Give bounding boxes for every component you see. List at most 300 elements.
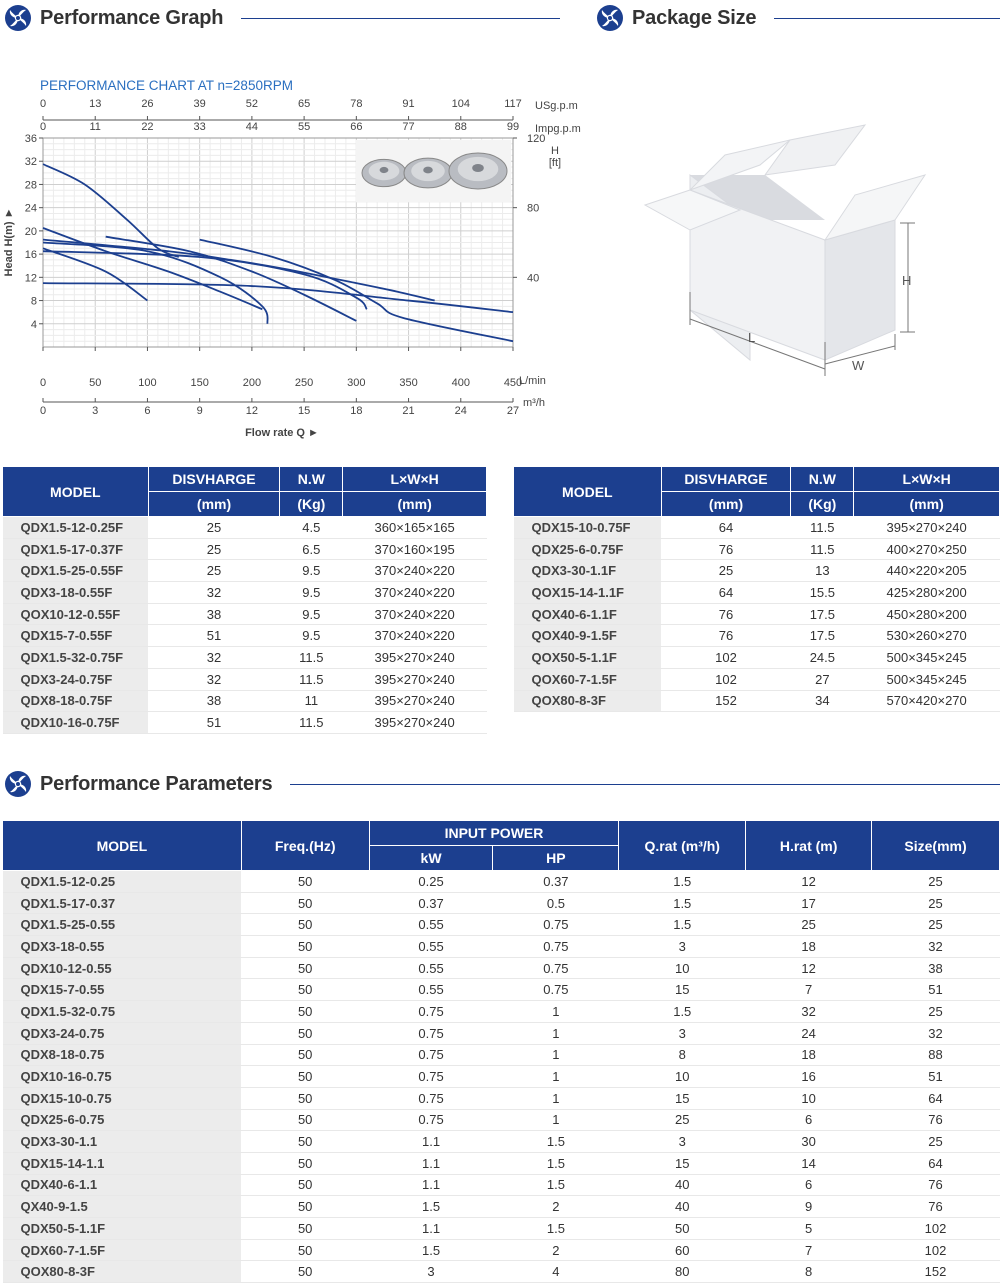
model-cell: QDX25-6-0.75 <box>3 1109 242 1131</box>
table-row <box>514 582 1000 604</box>
value-cell: 50 <box>241 1218 369 1240</box>
value-cell: 370×160×195 <box>343 538 487 560</box>
brand-fan-logo-icon <box>4 770 32 798</box>
header-discharge-unit: (mm) <box>661 492 791 517</box>
table-row <box>3 1152 1000 1174</box>
value-cell: 50 <box>241 1196 369 1218</box>
value-cell: 15 <box>619 979 746 1001</box>
right-unit-h: H <box>551 145 559 157</box>
package-table-left <box>2 466 487 734</box>
value-cell: 1.5 <box>619 914 746 936</box>
header-freq: Freq.(Hz) <box>241 821 369 871</box>
model-cell: QOX50-5-1.1F <box>514 647 662 669</box>
value-cell: 32 <box>872 1022 1000 1044</box>
value-cell: 102 <box>872 1218 1000 1240</box>
value-cell: 440×220×205 <box>854 560 1000 582</box>
value-cell: 400×270×250 <box>854 538 1000 560</box>
y-tick-label: 20 <box>24 225 37 238</box>
model-cell: QDX10-16-0.75 <box>3 1066 242 1088</box>
value-cell: 395×270×240 <box>854 517 1000 539</box>
table-row <box>3 1131 1000 1153</box>
m3h-tick-label: 21 <box>402 405 415 417</box>
header-model: MODEL <box>514 467 662 517</box>
table-row <box>3 1196 1000 1218</box>
value-cell: 51 <box>148 712 280 734</box>
section-title: Package Size <box>632 6 757 29</box>
value-cell: 40 <box>619 1174 746 1196</box>
model-cell: QDX10-12-0.55 <box>3 957 242 979</box>
impgpm-tick-label: 66 <box>350 121 363 133</box>
table-row <box>3 871 1000 893</box>
impeller-hub <box>472 164 484 172</box>
m3h-tick-label: 24 <box>454 405 467 417</box>
value-cell: 15.5 <box>791 582 854 604</box>
table-row <box>3 690 487 712</box>
model-cell: QDX15-7-0.55 <box>3 979 242 1001</box>
value-cell: 76 <box>872 1196 1000 1218</box>
value-cell: 25 <box>872 1001 1000 1023</box>
model-cell: QOX60-7-1.5F <box>514 668 662 690</box>
box-flap-rear <box>765 125 865 175</box>
value-cell: 60 <box>619 1239 746 1261</box>
model-cell: QDX1.5-12-0.25 <box>3 871 242 893</box>
header-nw: N.W <box>280 467 343 492</box>
value-cell: 18 <box>746 1044 872 1066</box>
usgpm-tick-label: 91 <box>402 98 415 110</box>
value-cell: 50 <box>241 1152 369 1174</box>
table-row <box>514 668 1000 690</box>
value-cell: 24 <box>746 1022 872 1044</box>
value-cell: 40 <box>619 1196 746 1218</box>
impgpm-tick-label: 44 <box>245 121 259 133</box>
value-cell: 102 <box>872 1239 1000 1261</box>
table-row <box>3 668 487 690</box>
value-cell: 76 <box>661 603 791 625</box>
model-cell: QOX10-12-0.55F <box>3 603 149 625</box>
value-cell: 24.5 <box>791 647 854 669</box>
section-divider <box>774 18 1000 19</box>
table-row <box>514 517 1000 539</box>
value-cell: 500×345×245 <box>854 668 1000 690</box>
value-cell: 1 <box>493 1044 619 1066</box>
value-cell: 102 <box>661 647 791 669</box>
model-cell: QDX25-6-0.75F <box>514 538 662 560</box>
value-cell: 370×240×220 <box>343 603 487 625</box>
header-discharge-unit: (mm) <box>148 492 280 517</box>
value-cell: 18 <box>746 936 872 958</box>
value-cell: 50 <box>241 1044 369 1066</box>
table-row <box>3 979 1000 1001</box>
value-cell: 6.5 <box>280 538 343 560</box>
table-row <box>514 625 1000 647</box>
value-cell: 1.5 <box>493 1152 619 1174</box>
table-row <box>3 560 487 582</box>
x-tick-label: 300 <box>347 377 366 389</box>
impgpm-tick-label: 0 <box>39 121 47 133</box>
table-row <box>3 1044 1000 1066</box>
value-cell: 25 <box>148 560 280 582</box>
y-tick-label: 4 <box>30 318 37 331</box>
value-cell: 425×280×200 <box>854 582 1000 604</box>
value-cell: 64 <box>661 582 791 604</box>
section-header-package-size <box>596 0 1000 36</box>
impgpm-unit-label: Impg.p.m <box>535 123 581 135</box>
usgpm-tick-label: 104 <box>451 98 470 110</box>
value-cell: 450×280×200 <box>854 603 1000 625</box>
value-cell: 0.75 <box>369 1044 493 1066</box>
value-cell: 0.75 <box>493 957 619 979</box>
value-cell: 27 <box>791 668 854 690</box>
table-row <box>3 1001 1000 1023</box>
value-cell: 0.55 <box>369 957 493 979</box>
table-row <box>3 1066 1000 1088</box>
box-side-face <box>825 220 895 360</box>
table-row <box>3 582 487 604</box>
value-cell: 11.5 <box>791 517 854 539</box>
header-nw-unit: (Kg) <box>791 492 854 517</box>
header-hp: HP <box>493 846 619 871</box>
table-row <box>3 1022 1000 1044</box>
value-cell: 3 <box>619 1131 746 1153</box>
dimension-w-label: W <box>852 358 865 373</box>
value-cell: 6 <box>746 1109 872 1131</box>
value-cell: 0.75 <box>369 1066 493 1088</box>
model-cell: QDX3-18-0.55F <box>3 582 149 604</box>
ft-tick-label: 80 <box>527 202 540 215</box>
impgpm-tick-label: 33 <box>193 121 206 133</box>
value-cell: 7 <box>746 979 872 1001</box>
impgpm-tick-label: 88 <box>454 121 467 133</box>
m3h-tick-label: 6 <box>144 405 151 417</box>
value-cell: 8 <box>619 1044 746 1066</box>
section-divider <box>290 784 1000 785</box>
table-row <box>3 1087 1000 1109</box>
usgpm-tick-label: 78 <box>350 98 363 110</box>
value-cell: 76 <box>872 1174 1000 1196</box>
value-cell: 0.75 <box>369 1087 493 1109</box>
value-cell: 570×420×270 <box>854 690 1000 712</box>
value-cell: 15 <box>619 1152 746 1174</box>
right-unit-ft: [ft] <box>548 157 562 169</box>
package-box-diagram <box>630 120 910 390</box>
value-cell: 10 <box>619 957 746 979</box>
value-cell: 370×240×220 <box>343 560 487 582</box>
value-cell: 9.5 <box>280 603 343 625</box>
impeller-hub <box>423 167 433 174</box>
value-cell: 1.5 <box>369 1239 493 1261</box>
header-hrat: H.rat (m) <box>746 821 872 871</box>
value-cell: 2 <box>493 1196 619 1218</box>
value-cell: 13 <box>791 560 854 582</box>
value-cell: 0.75 <box>493 914 619 936</box>
header-qrat: Q.rat (m³/h) <box>619 821 746 871</box>
model-cell: QDX1.5-17-0.37 <box>3 892 242 914</box>
usgpm-unit-label: USg.p.m <box>535 100 578 112</box>
value-cell: 0.5 <box>493 892 619 914</box>
value-cell: 50 <box>619 1218 746 1240</box>
table-row <box>514 538 1000 560</box>
m3h-tick-label: 3 <box>92 405 99 417</box>
header-nw-unit: (Kg) <box>280 492 343 517</box>
value-cell: 10 <box>619 1066 746 1088</box>
value-cell: 76 <box>872 1109 1000 1131</box>
value-cell: 32 <box>872 936 1000 958</box>
curve-qdx15-7 <box>43 283 513 312</box>
table-row <box>3 936 1000 958</box>
y-tick-label: 24 <box>24 202 37 215</box>
model-cell: QDX3-24-0.75 <box>3 1022 242 1044</box>
value-cell: 530×260×270 <box>854 625 1000 647</box>
table-row <box>3 1261 1000 1283</box>
table-row <box>3 1239 1000 1261</box>
value-cell: 1.5 <box>619 871 746 893</box>
x-tick-label: 450 <box>503 377 523 389</box>
value-cell: 25 <box>661 560 791 582</box>
header-lwh: L×W×H <box>854 467 1000 492</box>
y-tick-label: 32 <box>24 156 37 169</box>
model-cell: QDX1.5-25-0.55F <box>3 560 149 582</box>
value-cell: 25 <box>746 914 872 936</box>
value-cell: 11.5 <box>280 647 343 669</box>
chart-title: PERFORMANCE CHART AT n=2850RPM <box>40 78 293 93</box>
x-axis-label: Flow rate Q ► <box>245 427 319 439</box>
header-kw: kW <box>369 846 493 871</box>
table-row <box>3 517 487 539</box>
value-cell: 8 <box>746 1261 872 1283</box>
value-cell: 1.5 <box>369 1196 493 1218</box>
value-cell: 50 <box>241 871 369 893</box>
value-cell: 9.5 <box>280 560 343 582</box>
value-cell: 50 <box>241 1066 369 1088</box>
value-cell: 360×165×165 <box>343 517 487 539</box>
table-row <box>514 603 1000 625</box>
header-lwh-unit: (mm) <box>854 492 1000 517</box>
model-cell: QDX8-18-0.75 <box>3 1044 242 1066</box>
value-cell: 1.1 <box>369 1174 493 1196</box>
usgpm-tick-label: 52 <box>245 98 259 110</box>
value-cell: 1 <box>493 1109 619 1131</box>
value-cell: 88 <box>872 1044 1000 1066</box>
value-cell: 4 <box>493 1261 619 1283</box>
value-cell: 50 <box>241 914 369 936</box>
value-cell: 3 <box>619 936 746 958</box>
value-cell: 1.5 <box>493 1218 619 1240</box>
value-cell: 1 <box>493 1001 619 1023</box>
x-tick-label: 0 <box>39 377 47 389</box>
table-row <box>3 1174 1000 1196</box>
model-cell: QDX50-5-1.1F <box>3 1218 242 1240</box>
value-cell: 395×270×240 <box>343 690 487 712</box>
value-cell: 25 <box>872 1131 1000 1153</box>
value-cell: 38 <box>148 690 280 712</box>
value-cell: 1 <box>493 1066 619 1088</box>
header-model: MODEL <box>3 467 149 517</box>
value-cell: 34 <box>791 690 854 712</box>
value-cell: 64 <box>872 1087 1000 1109</box>
value-cell: 64 <box>872 1152 1000 1174</box>
value-cell: 50 <box>241 1261 369 1283</box>
model-cell: QOX15-14-1.1F <box>514 582 662 604</box>
value-cell: 9.5 <box>280 625 343 647</box>
impgpm-tick-label: 77 <box>402 121 415 133</box>
value-cell: 76 <box>661 538 791 560</box>
x-unit-label: L/min <box>519 375 546 387</box>
impgpm-tick-label: 11 <box>89 121 101 133</box>
value-cell: 5 <box>746 1218 872 1240</box>
curve-qdx1.5-25 <box>43 228 262 309</box>
m3h-tick-label: 0 <box>39 405 47 417</box>
section-header-performance-parameters <box>4 766 1000 802</box>
value-cell: 51 <box>148 625 280 647</box>
value-cell: 500×345×245 <box>854 647 1000 669</box>
section-title: Performance Graph <box>40 6 224 29</box>
value-cell: 102 <box>661 668 791 690</box>
model-cell: QOX40-9-1.5F <box>514 625 662 647</box>
value-cell: 395×270×240 <box>343 712 487 734</box>
value-cell: 11.5 <box>280 712 343 734</box>
value-cell: 0.75 <box>369 1001 493 1023</box>
model-cell: QDX15-7-0.55F <box>3 625 149 647</box>
model-cell: QDX8-18-0.75F <box>3 690 149 712</box>
value-cell: 9.5 <box>280 582 343 604</box>
value-cell: 1 <box>493 1087 619 1109</box>
value-cell: 0.75 <box>493 979 619 1001</box>
y-tick-label: 36 <box>24 133 37 145</box>
value-cell: 395×270×240 <box>343 647 487 669</box>
m3h-tick-label: 18 <box>350 405 363 417</box>
impeller-hub <box>380 167 389 173</box>
value-cell: 4.5 <box>280 517 343 539</box>
x-tick-label: 200 <box>242 377 262 389</box>
table-row <box>3 914 1000 936</box>
model-cell: QOX80-8-3F <box>514 690 662 712</box>
value-cell: 370×240×220 <box>343 625 487 647</box>
value-cell: 0.55 <box>369 979 493 1001</box>
value-cell: 0.37 <box>493 871 619 893</box>
section-title: Performance Parameters <box>40 772 273 795</box>
value-cell: 152 <box>661 690 791 712</box>
m3h-unit-label: m³/h <box>523 397 545 409</box>
value-cell: 0.75 <box>369 1109 493 1131</box>
value-cell: 11 <box>280 690 343 712</box>
y-tick-label: 28 <box>24 179 37 192</box>
value-cell: 0.55 <box>369 936 493 958</box>
value-cell: 1 <box>493 1022 619 1044</box>
model-cell: QDX1.5-17-0.37F <box>3 538 149 560</box>
x-tick-label: 150 <box>190 377 209 389</box>
model-cell: QOX40-6-1.1F <box>514 603 662 625</box>
x-tick-label: 350 <box>399 377 418 389</box>
model-cell: QDX40-6-1.1 <box>3 1174 242 1196</box>
value-cell: 50 <box>241 1087 369 1109</box>
value-cell: 10 <box>746 1087 872 1109</box>
model-cell: QOX80-8-3F <box>3 1261 242 1283</box>
m3h-tick-label: 12 <box>245 405 259 417</box>
usgpm-tick-label: 0 <box>39 98 47 110</box>
value-cell: 32 <box>148 647 280 669</box>
impgpm-tick-label: 22 <box>141 121 154 133</box>
value-cell: 50 <box>241 1001 369 1023</box>
usgpm-tick-label: 117 <box>504 98 522 110</box>
table-row <box>514 690 1000 712</box>
value-cell: 6 <box>746 1174 872 1196</box>
m3h-tick-label: 9 <box>196 405 203 417</box>
impgpm-tick-label: 99 <box>506 121 520 133</box>
value-cell: 17.5 <box>791 603 854 625</box>
value-cell: 50 <box>241 936 369 958</box>
table-row <box>3 1218 1000 1240</box>
header-nw: N.W <box>791 467 854 492</box>
value-cell: 25 <box>872 871 1000 893</box>
value-cell: 17.5 <box>791 625 854 647</box>
value-cell: 0.25 <box>369 871 493 893</box>
performance-parameters-table <box>2 820 1000 1283</box>
model-cell: QDX3-30-1.1F <box>514 560 662 582</box>
value-cell: 50 <box>241 1022 369 1044</box>
impgpm-tick-label: 55 <box>297 121 311 133</box>
value-cell: 7 <box>746 1239 872 1261</box>
brand-fan-logo-icon <box>596 4 624 32</box>
value-cell: 30 <box>746 1131 872 1153</box>
model-cell: QDX15-14-1.1 <box>3 1152 242 1174</box>
table-row <box>514 560 1000 582</box>
table-row <box>3 1109 1000 1131</box>
value-cell: 32 <box>148 668 280 690</box>
value-cell: 12 <box>746 871 872 893</box>
value-cell: 12 <box>746 957 872 979</box>
model-cell: QDX60-7-1.5F <box>3 1239 242 1261</box>
table-row <box>3 603 487 625</box>
value-cell: 3 <box>369 1261 493 1283</box>
value-cell: 80 <box>619 1261 746 1283</box>
model-cell: QDX10-16-0.75F <box>3 712 149 734</box>
dimension-l-label: L <box>748 330 756 345</box>
header-model: MODEL <box>3 821 242 871</box>
table-row <box>3 957 1000 979</box>
model-cell: QDX3-18-0.55 <box>3 936 242 958</box>
table-row <box>3 647 487 669</box>
value-cell: 1.5 <box>619 892 746 914</box>
model-cell: QDX1.5-12-0.25F <box>3 517 149 539</box>
ft-tick-label: 120 <box>527 133 546 145</box>
value-cell: 50 <box>241 1131 369 1153</box>
model-cell: QDX15-10-0.75 <box>3 1087 242 1109</box>
y-tick-label: 16 <box>24 249 37 262</box>
impeller-photo-inset <box>356 140 511 202</box>
ft-tick-label: 40 <box>527 272 540 285</box>
model-cell: QDX15-10-0.75F <box>514 517 662 539</box>
package-table-right <box>513 466 1000 712</box>
x-tick-label: 400 <box>451 377 470 389</box>
value-cell: 1.5 <box>493 1174 619 1196</box>
value-cell: 14 <box>746 1152 872 1174</box>
value-cell: 11.5 <box>791 538 854 560</box>
value-cell: 15 <box>619 1087 746 1109</box>
header-discharge: DISVHARGE <box>148 467 280 492</box>
value-cell: 17 <box>746 892 872 914</box>
table-row <box>3 538 487 560</box>
section-divider <box>241 18 560 19</box>
table-row <box>3 712 487 734</box>
model-cell: QDX3-24-0.75F <box>3 668 149 690</box>
value-cell: 395×270×240 <box>343 668 487 690</box>
value-cell: 50 <box>241 1109 369 1131</box>
value-cell: 25 <box>148 538 280 560</box>
value-cell: 2 <box>493 1239 619 1261</box>
value-cell: 3 <box>619 1022 746 1044</box>
value-cell: 50 <box>241 892 369 914</box>
value-cell: 1.5 <box>619 1001 746 1023</box>
